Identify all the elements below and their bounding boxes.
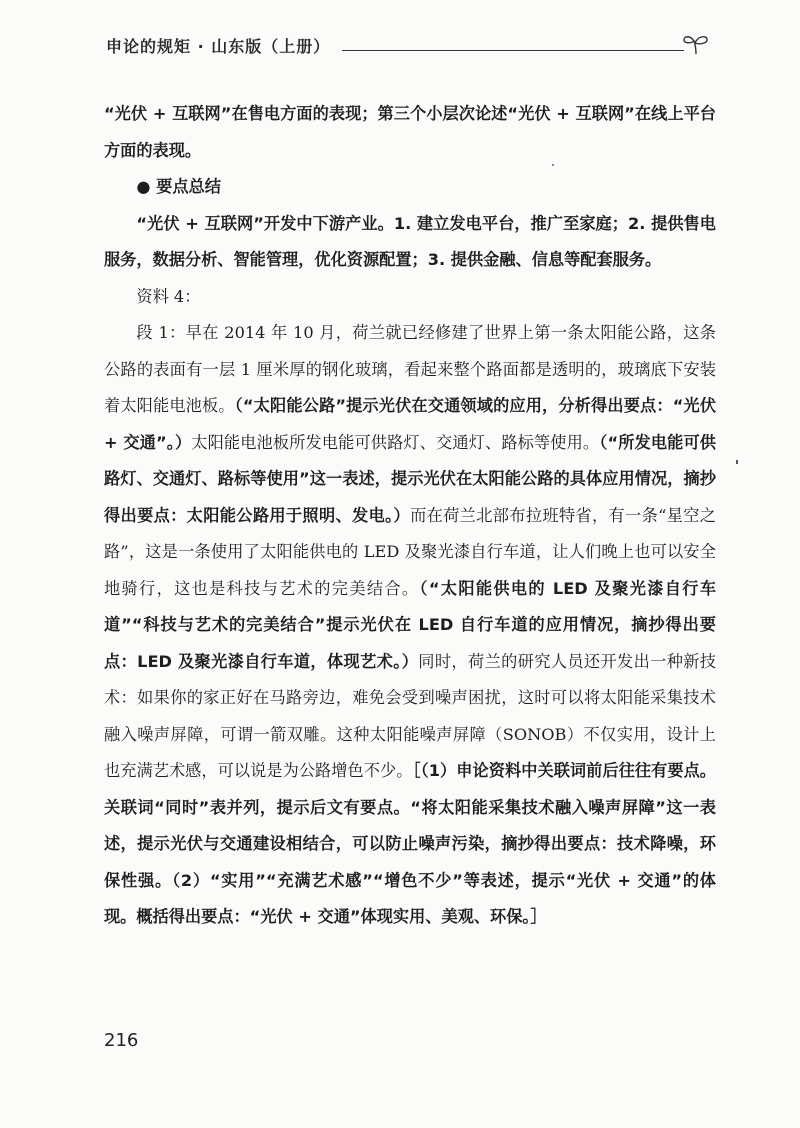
material-text-1: 段 1：早在 2014 年 10 月，荷兰就已经修建了世界上第一条太阳能公路，这条公路的表面有一层 1 厘米厚的钢化玻璃，看起来整个路面都是透明的，玻璃底下安装着太阳能电池板。 (104, 323, 716, 415)
page-number: 216 (104, 1030, 139, 1051)
sprout-icon (682, 32, 710, 56)
header-rule (342, 50, 684, 51)
annotation-1: （“太阳能公路”提示光伏在交通领域的应用，分析得出要点：“光伏 + 交通”。） (104, 396, 717, 452)
annotation-4: ［（1）申论资料中关联词前后往往有要点。关联词“同时”表并列，提示后文有要点。“将太阳能采集技术融入噪声屏障”这一表述，提示光伏与交通建设相结合，可以防止噪声污染，摘抄得出要点：技术降噪，环保性强。（2）“实用”“充满艺术感”“增色不少”等表述，提示“光伏 + 交通”的体现。概括得出要点：“光伏 + 交通”体现实用、美观、环保。］ (104, 761, 716, 926)
paragraph-continued: “光伏 + 互联网”在售电方面的表现；第三个小层次论述“光伏 + 互联网”在线上平台方面的表现。 (104, 104, 716, 160)
scan-speck (552, 164, 554, 166)
scan-speck (736, 460, 738, 464)
material-paragraph (104, 315, 716, 936)
annotation-3: （“太阳能供电的 LED 及聚光漆自行车道”“科技与艺术的完美结合”提示光伏在 LED 自行车道的应用情况，摘抄得出要点：LED 及聚光漆自行车道，体现艺术。） (104, 578, 717, 671)
key-points-heading: ● 要点总结 (136, 177, 221, 196)
material-text-2: 太阳能电池板所发电能可供路灯、交通灯、路标等使用。 (191, 432, 600, 452)
annotation-2: （“所发电能可供路灯、交通灯、路标等使用”这一表述，提示光伏在太阳能公路的具体应用情况，摘抄得出要点：太阳能公路用于照明、发电。） (104, 432, 716, 525)
header-title: 申论的规矩 · 山东版（上册） (106, 37, 331, 56)
running-header (106, 34, 710, 60)
material-text-4: 同时，荷兰的研究人员还开发出一种新技术：如果你的家正好在马路旁边，难免会受到噪声困扰，这时可以将太阳能采集技术融入噪声屏障，可谓一箭双雕。这种太阳能噪声屏障（SONOB）不仅实用，设计上也充满艺术感，可以说是为公路增色不少。 (104, 651, 716, 780)
material-label: 资料 4： (136, 286, 201, 306)
material-text-3: 而在荷兰北部布拉班特省，有一条“星空之路”，这是一条使用了太阳能供电的 LED 及聚光漆自行车道，让人们晚上也可以安全地骑行，这也是科技与艺术的完美结合。 (104, 505, 716, 598)
key-points-summary: “光伏 + 互联网”开发中下游产业。1. 建立发电平台，推广至家庭；2. 提供售电服务，数据分析、智能管理，优化资源配置；3. 提供金融、信息等配套服务。 (104, 213, 716, 269)
page-body (104, 96, 716, 936)
